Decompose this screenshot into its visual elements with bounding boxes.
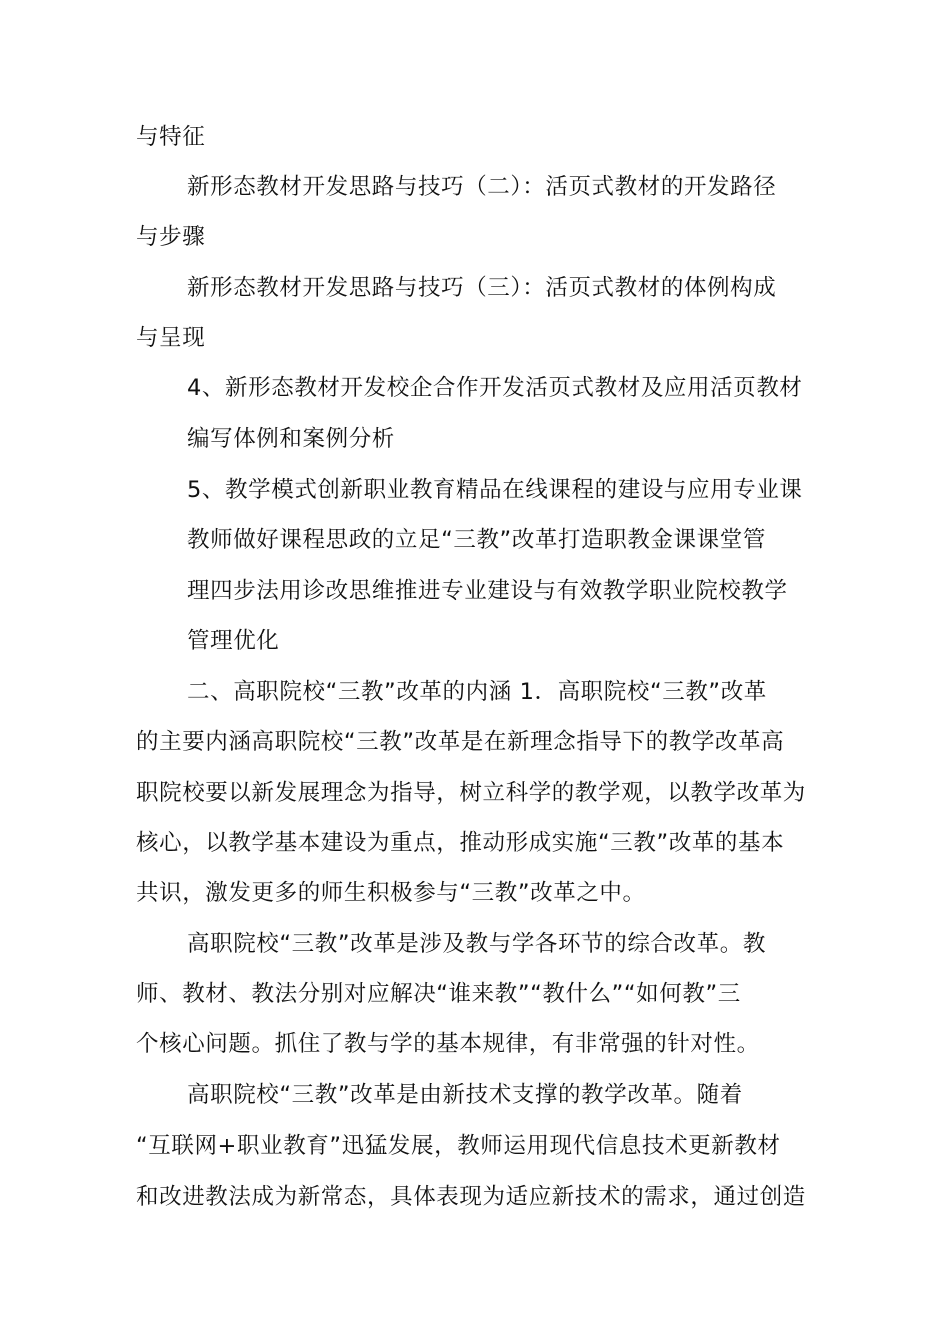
text-line: 和改进教法成为新常态，具体表现为适应新技术的需求，通过创造 [136,1184,806,1210]
text-line: 核心，以教学基本建设为重点，推动形成实施“三教”改革的基本 [136,830,785,856]
text-line: 师、教材、教法分别对应解决“谁来教”“教什么”“如何教”三 [136,981,741,1007]
text-line: 新形态教材开发思路与技巧（二）：活页式教材的开发路径 [187,174,777,200]
text-line: 高职院校“三教”改革是涉及教与学各环节的综合改革。教 [187,931,766,957]
text-line: 职院校要以新发展理念为指导，树立科学的教学观，以教学改革为 [136,780,806,806]
text-line: 与呈现 [136,325,206,351]
text-line: “互联网+职业教育”迅猛发展，教师运用现代信息技术更新教材 [136,1133,781,1159]
text-line: 新形态教材开发思路与技巧（三）：活页式教材的体例构成 [187,275,777,301]
text-line: 教师做好课程思政的立足“三教”改革打造职教金课课堂管 [187,527,766,553]
text-line: 4、新形态教材开发校企合作开发活页式教材及应用活页教材 [187,375,803,401]
text-line: 与特征 [136,124,206,150]
text-line: 个核心问题。抓住了教与学的基本规律，有非常强的针对性。 [136,1031,760,1057]
text-line: 与步骤 [136,224,206,250]
text-line: 编写体例和案例分析 [187,426,395,452]
text-line: 管理优化 [187,628,280,654]
text-line: 高职院校“三教”改革是由新技术支撑的教学改革。随着 [187,1082,743,1108]
text-line: 共识，激发更多的师生积极参与“三教”改革之中。 [136,880,646,906]
text-line: 二、高职院校“三教”改革的内涵 1．高职院校“三教”改革 [187,679,767,705]
text-line: 的主要内涵高职院校“三教”改革是在新理念指导下的教学改革高 [136,729,785,755]
text-line: 5、教学模式创新职业教育精品在线课程的建设与应用专业课 [187,477,803,503]
text-line: 理四步法用诊改思维推进专业建设与有效教学职业院校教学 [187,578,788,604]
